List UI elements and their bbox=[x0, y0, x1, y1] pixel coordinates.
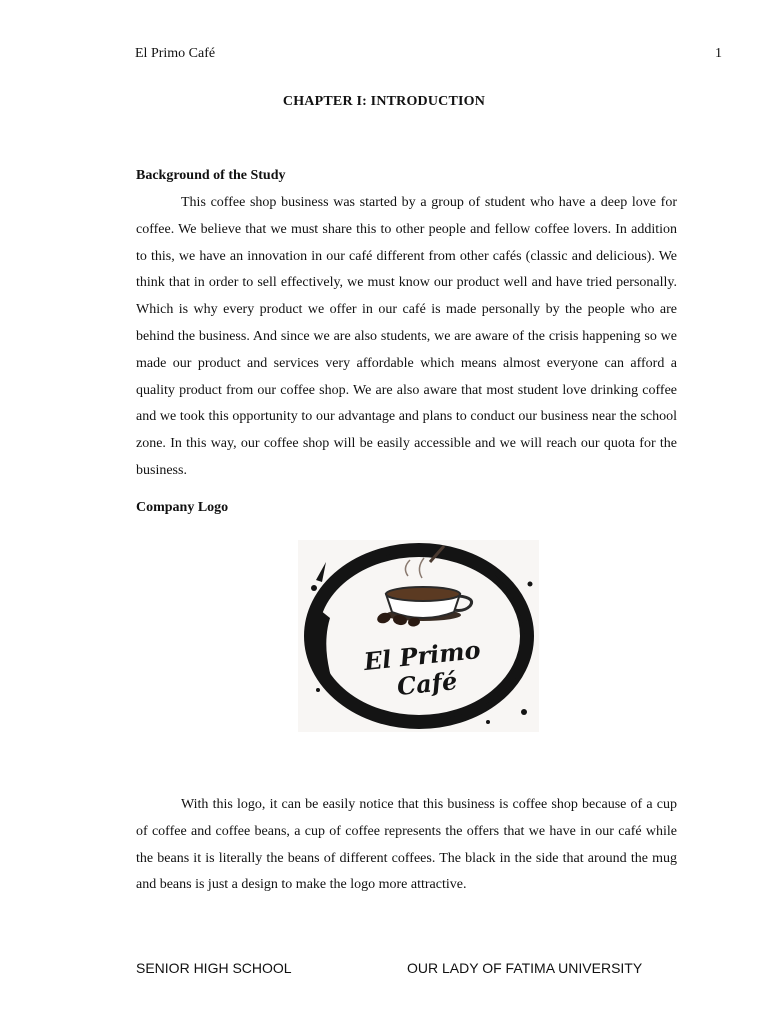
page-number: 1 bbox=[715, 46, 722, 61]
chapter-title: CHAPTER I: INTRODUCTION bbox=[282, 94, 486, 109]
running-header-title: El Primo Café bbox=[135, 46, 216, 61]
section-heading-company-logo: Company Logo bbox=[136, 500, 229, 515]
section-heading-background: Background of the Study bbox=[136, 168, 286, 183]
company-logo-image bbox=[298, 540, 539, 732]
footer-school: SENIOR HIGH SCHOOL bbox=[136, 960, 292, 976]
coffee-logo-icon bbox=[298, 540, 539, 732]
logo-text-line1: El Primo bbox=[362, 635, 482, 677]
logo-description-paragraph: With this logo, it can be easily notice that this business is coffee shop because of a cup of coffee and coffee beans, a cup of coffee represents the offers that we have in our café while the beans it is literally the beans of different coffees. The black in the side that around the mug and beans is just a design to make the logo more attractive. bbox=[136, 797, 677, 893]
footer-university: OUR LADY OF FATIMA UNIVERSITY bbox=[407, 960, 643, 976]
background-paragraph: This coffee shop business was started by a group of student who have a deep love for coffee. We believe that we must share this to other people and fellow coffee lovers. In addition to this, we have an innovation in our café different from other cafés (classic and delicious). We think that in order to sell effectively, we must know our product well and have tried personally. Which is why every product we offer in our café is made personally by the people who are behind the business. And since we are also students, we are aware of the crisis happening so we made our product and services very affordable which means almost everyone can afford a quality product from our coffee shop. We are also aware that most student love drinking coffee and we took this opportunity to our advantage and plans to conduct our business near the school zone. In this way, our coffee shop will be easily accessible and we will reach our quota for the business. bbox=[136, 195, 677, 478]
logo-text-line2: Café bbox=[395, 665, 459, 702]
